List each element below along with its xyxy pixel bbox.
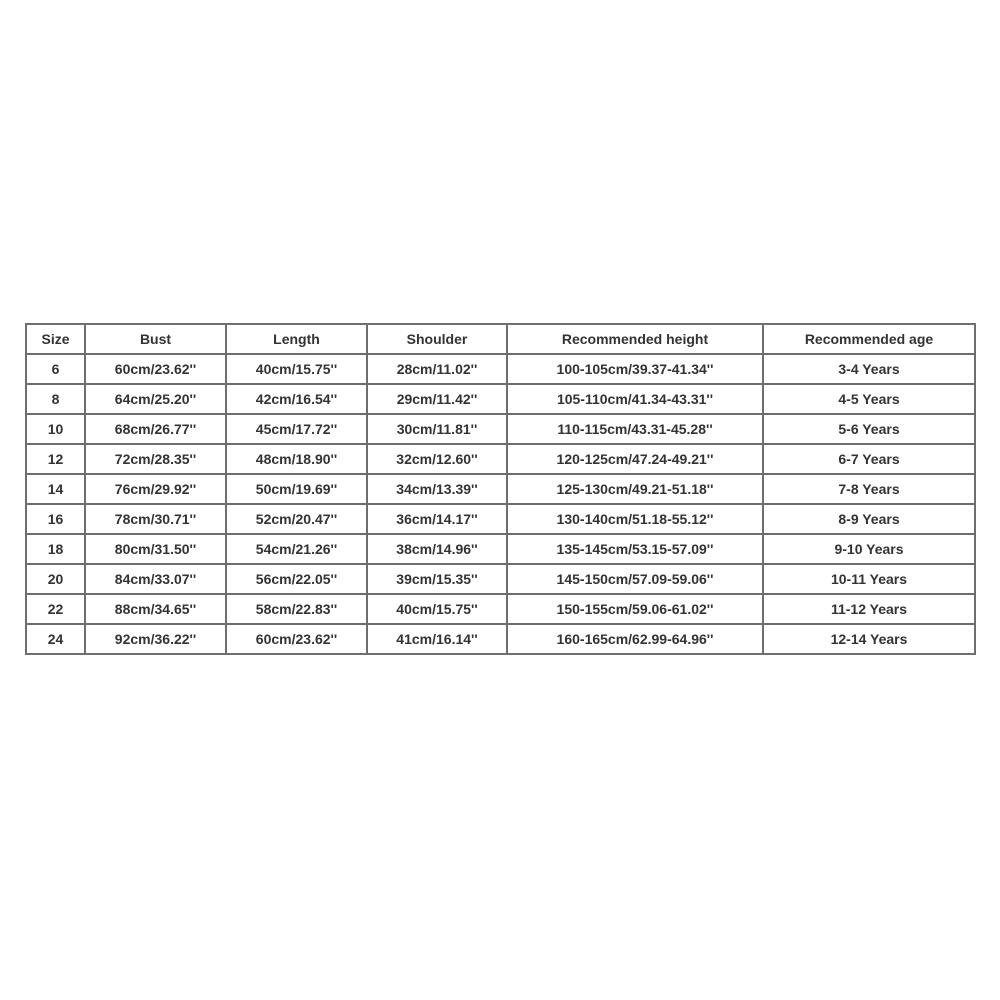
- shoulder-cell: 34cm/13.39'': [367, 474, 507, 504]
- size-cell: 16: [26, 504, 85, 534]
- header-recommended-height: Recommended height: [507, 324, 763, 354]
- table-row: [26, 444, 975, 474]
- bust-cell: 60cm/23.62'': [85, 354, 226, 384]
- header-recommended-age: Recommended age: [763, 324, 975, 354]
- bust-cell: 80cm/31.50'': [85, 534, 226, 564]
- shoulder-cell: 39cm/15.35'': [367, 564, 507, 594]
- height-cell: 160-165cm/62.99-64.96'': [507, 624, 763, 654]
- size-cell: 18: [26, 534, 85, 564]
- table-row: [26, 624, 975, 654]
- length-cell: 48cm/18.90'': [226, 444, 367, 474]
- size-cell: 24: [26, 624, 85, 654]
- age-cell: 5-6 Years: [763, 414, 975, 444]
- length-cell: 56cm/22.05'': [226, 564, 367, 594]
- length-cell: 52cm/20.47'': [226, 504, 367, 534]
- height-cell: 110-115cm/43.31-45.28'': [507, 414, 763, 444]
- bust-cell: 88cm/34.65'': [85, 594, 226, 624]
- size-chart-table: [25, 323, 976, 655]
- shoulder-cell: 30cm/11.81'': [367, 414, 507, 444]
- bust-cell: 78cm/30.71'': [85, 504, 226, 534]
- size-cell: 6: [26, 354, 85, 384]
- header-bust: Bust: [85, 324, 226, 354]
- age-cell: 11-12 Years: [763, 594, 975, 624]
- shoulder-cell: 36cm/14.17'': [367, 504, 507, 534]
- height-cell: 135-145cm/53.15-57.09'': [507, 534, 763, 564]
- age-cell: 10-11 Years: [763, 564, 975, 594]
- shoulder-cell: 28cm/11.02'': [367, 354, 507, 384]
- shoulder-cell: 29cm/11.42'': [367, 384, 507, 414]
- table-row: [26, 384, 975, 414]
- table-row: [26, 564, 975, 594]
- bust-cell: 68cm/26.77'': [85, 414, 226, 444]
- length-cell: 60cm/23.62'': [226, 624, 367, 654]
- size-cell: 14: [26, 474, 85, 504]
- size-cell: 8: [26, 384, 85, 414]
- bust-cell: 64cm/25.20'': [85, 384, 226, 414]
- table-row: [26, 594, 975, 624]
- header-shoulder: Shoulder: [367, 324, 507, 354]
- table-row: [26, 504, 975, 534]
- age-cell: 3-4 Years: [763, 354, 975, 384]
- length-cell: 42cm/16.54'': [226, 384, 367, 414]
- bust-cell: 92cm/36.22'': [85, 624, 226, 654]
- bust-cell: 76cm/29.92'': [85, 474, 226, 504]
- age-cell: 12-14 Years: [763, 624, 975, 654]
- age-cell: 7-8 Years: [763, 474, 975, 504]
- table-row: [26, 534, 975, 564]
- shoulder-cell: 41cm/16.14'': [367, 624, 507, 654]
- length-cell: 40cm/15.75'': [226, 354, 367, 384]
- bust-cell: 84cm/33.07'': [85, 564, 226, 594]
- height-cell: 130-140cm/51.18-55.12'': [507, 504, 763, 534]
- size-cell: 12: [26, 444, 85, 474]
- length-cell: 45cm/17.72'': [226, 414, 367, 444]
- size-cell: 10: [26, 414, 85, 444]
- height-cell: 120-125cm/47.24-49.21'': [507, 444, 763, 474]
- table-row: [26, 474, 975, 504]
- shoulder-cell: 38cm/14.96'': [367, 534, 507, 564]
- header-size: Size: [26, 324, 85, 354]
- shoulder-cell: 32cm/12.60'': [367, 444, 507, 474]
- header-row: [26, 324, 975, 354]
- age-cell: 8-9 Years: [763, 504, 975, 534]
- length-cell: 50cm/19.69'': [226, 474, 367, 504]
- height-cell: 145-150cm/57.09-59.06'': [507, 564, 763, 594]
- table-row: [26, 414, 975, 444]
- bust-cell: 72cm/28.35'': [85, 444, 226, 474]
- height-cell: 100-105cm/39.37-41.34'': [507, 354, 763, 384]
- length-cell: 54cm/21.26'': [226, 534, 367, 564]
- size-cell: 20: [26, 564, 85, 594]
- table-row: [26, 354, 975, 384]
- size-cell: 22: [26, 594, 85, 624]
- age-cell: 9-10 Years: [763, 534, 975, 564]
- height-cell: 125-130cm/49.21-51.18'': [507, 474, 763, 504]
- height-cell: 105-110cm/41.34-43.31'': [507, 384, 763, 414]
- shoulder-cell: 40cm/15.75'': [367, 594, 507, 624]
- header-length: Length: [226, 324, 367, 354]
- age-cell: 4-5 Years: [763, 384, 975, 414]
- height-cell: 150-155cm/59.06-61.02'': [507, 594, 763, 624]
- length-cell: 58cm/22.83'': [226, 594, 367, 624]
- age-cell: 6-7 Years: [763, 444, 975, 474]
